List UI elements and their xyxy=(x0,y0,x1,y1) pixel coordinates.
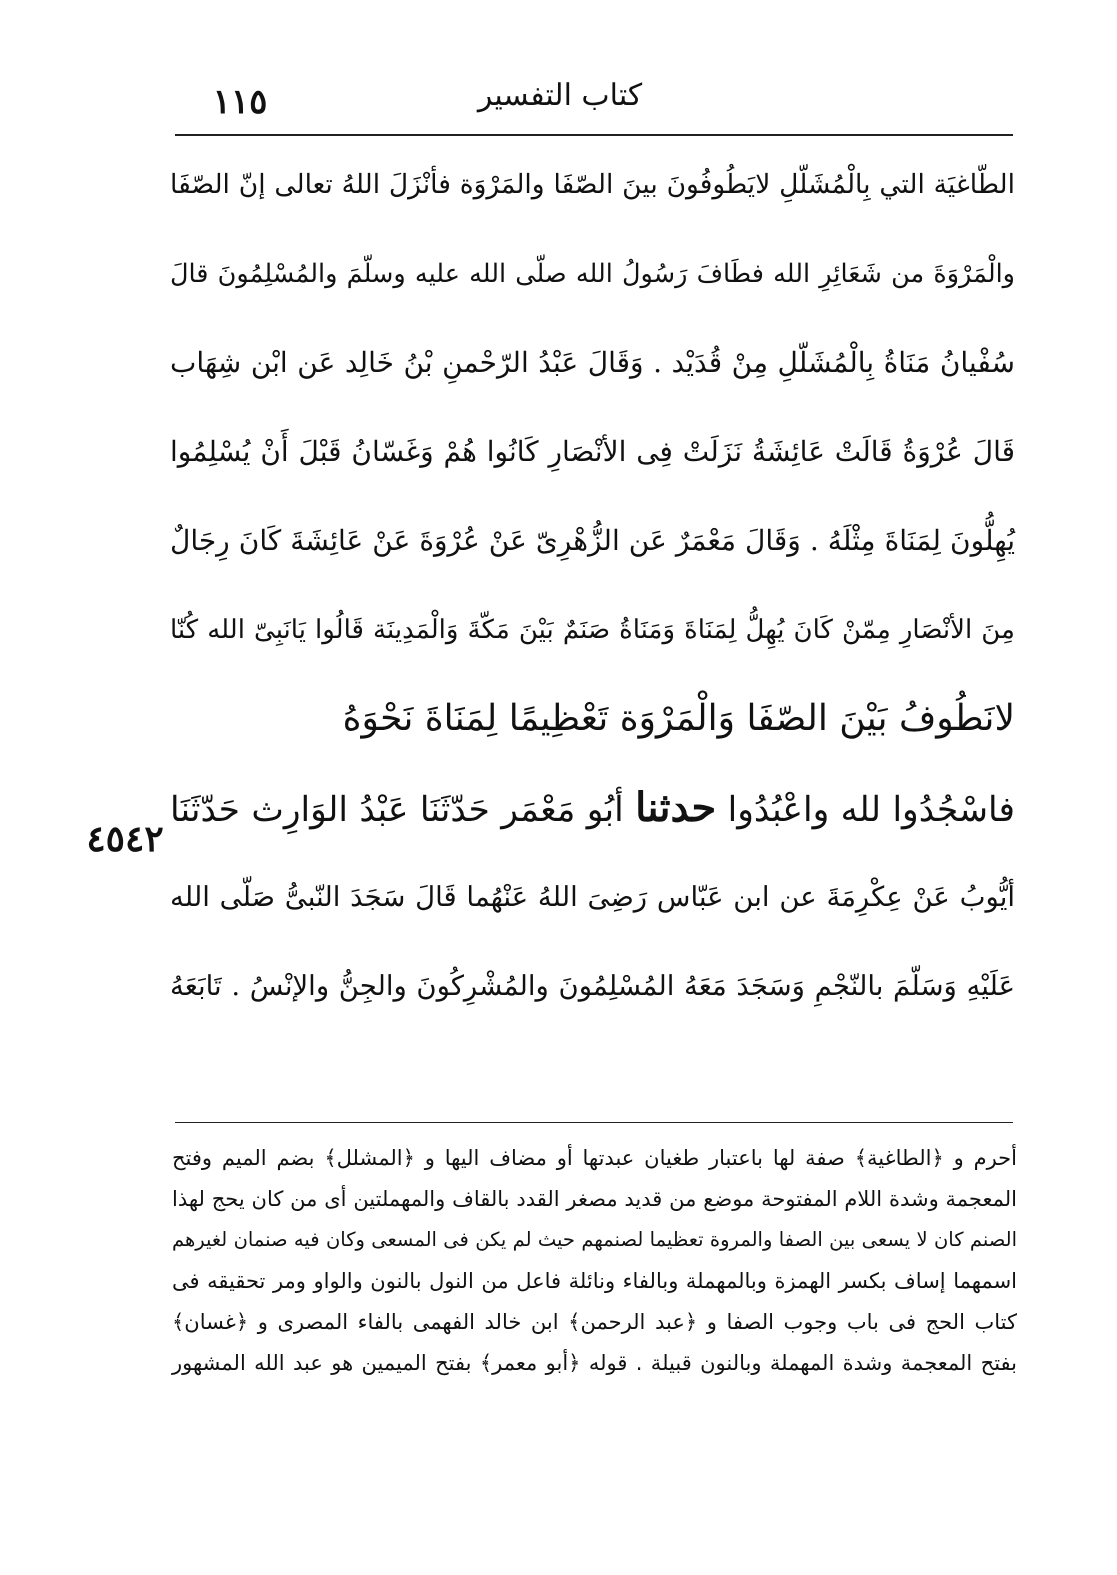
header-divider xyxy=(175,134,1013,136)
text-line: لانَطُوفُ بَيْنَ الصّفَا وَالْمَرْوَة تَعْظِيمًا لِمَنَاةَ نَحْوَهُ xyxy=(342,698,1015,739)
footnote-line: كتاب الحج فى باب وجوب الصفا و ﴿عبد الرحمن﴾ ابن خالد الفهمى بالفاء المصرى و ﴿غسان﴾ xyxy=(172,1310,1017,1334)
text-line: والْمَرْوَةَ من شَعَائِرِ الله فطَافَ رَسُولُ الله صلّى الله عليه وسلّمَ والمُسْلِمُونَ قالَ xyxy=(170,259,1015,289)
hadith-narration-marker: حدثنا xyxy=(635,784,717,831)
text-line: مِنَ الأنْصَارِ مِمّنْ كَانَ يُهِلُّ لِمَنَاةَ وَمَنَاةُ صَنَمٌ بَيْنَ مَكّةَ وَالْمَدِينَة قَالُوا يَانَبِىّ الله كُنّا xyxy=(170,615,1015,645)
hadith-line xyxy=(170,773,1015,862)
hadith-chain-text: أبُو مَعْمَر حَدّثَنَا عَبْدُ الوَارِث حَدّثَنَا xyxy=(170,790,624,830)
hadith-line: عَلَيْهِ وَسَلّمَ بالنّجْمِ وَسَجَدَ مَعَهُ المُسْلِمُونَ والمُشْرِكُونَ والجِنُّ والإنْسُ . تَابَعَهُ xyxy=(170,970,1015,1002)
footnote-line: الصنم كان لا يسعى بين الصفا والمروة تعظيما لصنمهم حيث لم يكن فى المسعى وكان فيه صنمان لغيرهم xyxy=(172,1228,1017,1251)
page-number: ١١٥ xyxy=(212,82,268,122)
text-line: الطّاغيَة التي بِالْمُشَلّلِ لايَطُوفُونَ بينَ الصّفَا والمَرْوَة فأنْزَلَ اللهُ تعالى إنّ الصّفَا xyxy=(170,169,1015,200)
footnote-line: بفتح المعجمة وشدة المهملة وبالنون قبيلة . قوله ﴿أبو معمر﴾ بفتح الميمين هو عبد الله المشهور xyxy=(172,1351,1017,1375)
hadith-number: ٤٥٤٢ xyxy=(86,818,164,860)
footnotes xyxy=(172,1140,1017,1386)
footnote-line: المعجمة وشدة اللام المفتوحة موضع من قديد مصغر القدد بالقاف والمهملتين أى من كان يحج لهذا xyxy=(172,1187,1017,1211)
text-line: قَالَ عُرْوَةُ قَالَتْ عَائِشَةُ نَزَلَتْ فِى الأنْصَارِ كَانُوا هُمْ وَغَسّانُ قَبْلَ أَنْ يُسْلِمُوا xyxy=(170,435,1015,468)
footnote-divider xyxy=(175,1122,1013,1123)
main-text xyxy=(170,150,1015,1040)
text-line: يُهِلُّونَ لِمَنَاةَ مِثْلَهُ . وَقَالَ مَعْمَرٌ عَن الزُّهْرِىّ عَنْ عُرْوَةَ عَنْ عَائِشَةَ كَانَ رِجَالٌ xyxy=(170,524,1015,557)
footnote-line: أحرم و ﴿الطاغية﴾ صفة لها باعتبار طغيان عبدتها أو مضاف اليها و ﴿المشلل﴾ بضم الميم وفتح xyxy=(172,1146,1017,1170)
running-header-title: كتاب التفسير xyxy=(477,78,643,113)
hadith-line: أيُّوبُ عَنْ عِكْرِمَةَ عن ابن عَبّاس رَضِىَ اللهُ عَنْهُما قَالَ سَجَدَ النّبىُّ صَلّى الله xyxy=(170,881,1015,913)
text-line: سُفْيانُ مَنَاةُ بِالْمُشَلّلِ مِنْ قُدَيْد . وَقَالَ عَبْدُ الرّحْمنِ بْنُ خَالِد عَن ابْن شِهَاب xyxy=(170,346,1015,379)
footnote-line: اسمهما إساف بكسر الهمزة وبالمهملة وبالفاء ونائلة فاعل من النول بالنون والواو ومر تحقيقه فى xyxy=(172,1269,1017,1293)
hadith-verse-text: فاسْجُدُوا لله واعْبُدُوا xyxy=(727,790,1015,830)
